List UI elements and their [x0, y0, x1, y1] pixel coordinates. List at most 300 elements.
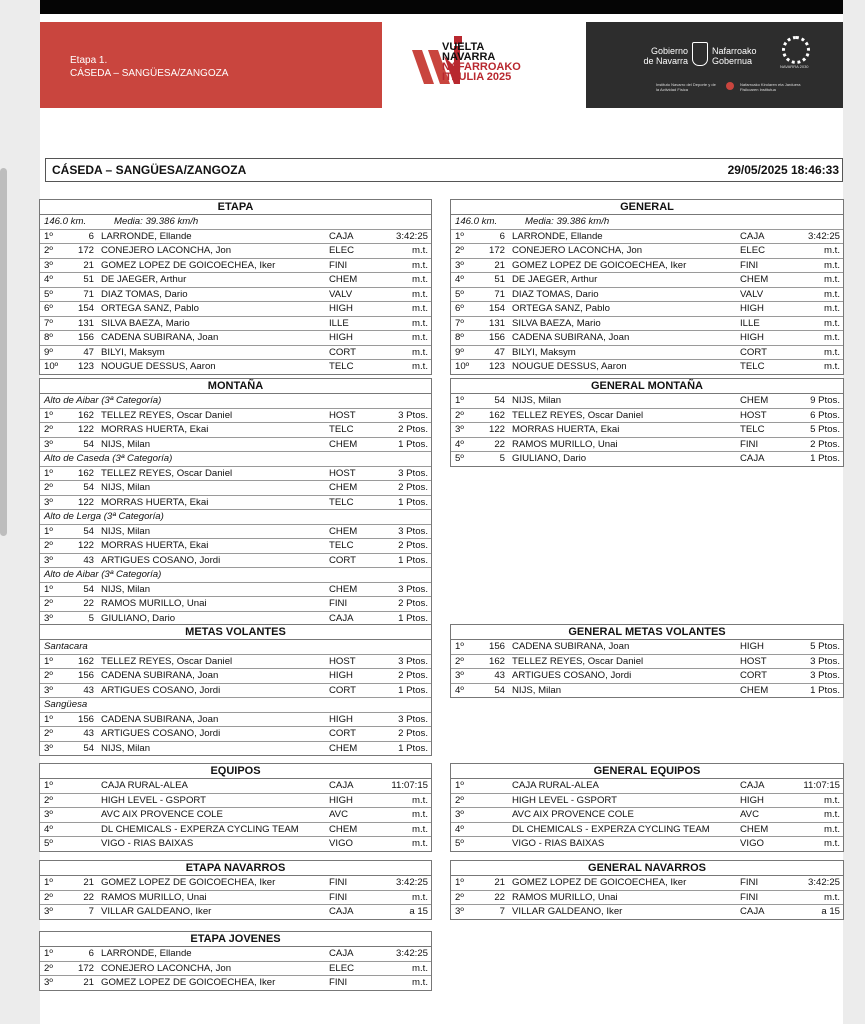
- position: 2º: [44, 482, 53, 493]
- result: 1 Ptos.: [398, 742, 428, 754]
- bib-number: 7: [88, 906, 94, 917]
- table-etapa-navarros: [39, 860, 432, 920]
- table-equipos: [39, 763, 432, 852]
- team-code: TELC: [740, 361, 765, 372]
- team-code: AVC: [329, 809, 349, 820]
- team-code: VIGO: [329, 838, 353, 849]
- table-general-equipos: [450, 763, 844, 852]
- team-code: VIGO: [740, 838, 764, 849]
- rider-name: LARRONDE, Ellande: [512, 230, 603, 242]
- position: 5º: [455, 288, 464, 300]
- result: 1 Ptos.: [398, 438, 428, 450]
- team-code: FINI: [329, 891, 348, 903]
- team-code: CORT: [329, 554, 357, 566]
- table-row: [40, 684, 431, 699]
- position: 1º: [44, 230, 53, 242]
- rider-name: NOUGUE DESSUS, Aaron: [101, 361, 216, 372]
- result: m.t.: [824, 288, 840, 300]
- table-row: [40, 808, 431, 823]
- rider-name: GOMEZ LOPEZ DE GOICOECHEA, Iker: [101, 259, 276, 271]
- position: 2º: [44, 245, 53, 256]
- rider-name: SILVA BAEZA, Mario: [512, 317, 601, 329]
- table-etapa: [39, 199, 432, 375]
- bib-number: 154: [488, 303, 505, 314]
- result: m.t.: [824, 794, 840, 806]
- team-code: FINI: [329, 877, 348, 888]
- bib-number: 131: [77, 317, 94, 329]
- rider-name: VILLAR GALDEANO, Iker: [512, 906, 623, 917]
- bib-number: 54: [83, 482, 94, 493]
- team-code: CHEM: [329, 742, 358, 754]
- position: 3º: [44, 684, 53, 696]
- table-row: [451, 655, 843, 670]
- team-code: FINI: [329, 259, 348, 271]
- position: 1º: [44, 467, 53, 479]
- rider-name: BILYI, Maksym: [101, 346, 165, 358]
- position: 3º: [44, 742, 53, 754]
- position: 1º: [44, 655, 53, 667]
- event-name-4: ITZULIA 2025: [442, 71, 512, 83]
- table-montana: [39, 378, 432, 626]
- rider-name: NIJS, Milan: [101, 525, 151, 537]
- table-row: [451, 346, 843, 361]
- position: 1º: [44, 409, 53, 421]
- timestamp: 29/05/2025 18:46:33: [727, 163, 839, 177]
- results-page: [40, 14, 843, 1024]
- bib-number: 21: [494, 259, 505, 271]
- table-title: GENERAL METAS VOLANTES: [451, 625, 843, 640]
- result: 3:42:25: [395, 877, 428, 888]
- average-speed: Media: 39.386 km/h: [525, 216, 610, 227]
- result: m.t.: [824, 838, 840, 849]
- rider-name: ARTIGUES COSANO, Jordi: [512, 670, 632, 681]
- team-code: CAJA: [329, 780, 354, 791]
- table-title: GENERAL EQUIPOS: [451, 764, 843, 779]
- rider-name: CADENA SUBIRANA, Joan: [101, 713, 219, 725]
- bib-number: 47: [494, 346, 505, 358]
- position: 4º: [44, 274, 53, 285]
- position: 2º: [44, 962, 53, 974]
- team-code: HIGH: [329, 713, 353, 725]
- team-code: CAJA: [329, 948, 354, 959]
- bib-number: 122: [77, 424, 94, 435]
- position: 6º: [44, 303, 53, 314]
- result: 2 Ptos.: [398, 540, 428, 551]
- team-code: CHEM: [329, 583, 358, 595]
- team-code: CHEM: [740, 395, 769, 406]
- table-row: [451, 317, 843, 332]
- bib-number: 71: [83, 288, 94, 300]
- result: m.t.: [412, 361, 428, 372]
- page-title: CÁSEDA – SANGÜESA/ZANGOZA: [52, 163, 247, 177]
- rider-name: CADENA SUBIRANA, Joan: [512, 332, 630, 343]
- result: 2 Ptos.: [398, 670, 428, 681]
- gov-eu-2: Gobernua: [712, 56, 753, 66]
- position: 1º: [44, 877, 53, 888]
- result: m.t.: [824, 891, 840, 903]
- team-code: TELC: [329, 424, 354, 435]
- table-row: [40, 525, 431, 540]
- result: 1 Ptos.: [398, 554, 428, 566]
- rider-name: AVC AIX PROVENCE COLE: [512, 809, 634, 820]
- bib-number: 43: [83, 728, 94, 739]
- bib-number: 54: [494, 684, 505, 696]
- group-name: Alto de Aibar (3ª Categoría): [44, 569, 162, 580]
- table-etapa-jovenes: [39, 931, 432, 991]
- top-bar: [40, 0, 843, 14]
- result: m.t.: [824, 346, 840, 358]
- group-name: Alto de Aibar (3ª Categoría): [44, 395, 162, 406]
- table-row: [40, 976, 431, 990]
- position: 3º: [44, 259, 53, 271]
- bib-number: 22: [83, 598, 94, 609]
- table-row: [451, 302, 843, 317]
- team-code: FINI: [329, 598, 348, 609]
- table-row: [40, 423, 431, 438]
- table-row: [40, 669, 431, 684]
- position: 2º: [455, 891, 464, 903]
- table-row: [40, 891, 431, 906]
- position: 3º: [44, 809, 53, 820]
- table-row: [40, 962, 431, 977]
- result: m.t.: [412, 794, 428, 806]
- group-row: [40, 510, 431, 525]
- team-code: ELEC: [329, 962, 355, 974]
- position: 1º: [44, 525, 53, 537]
- table-row: [40, 259, 431, 274]
- result: m.t.: [412, 245, 428, 256]
- team-code: CHEM: [740, 684, 769, 696]
- table-row: [451, 684, 843, 698]
- team-code: CAJA: [740, 906, 765, 917]
- table-row: [40, 467, 431, 482]
- result: 2 Ptos.: [398, 728, 428, 739]
- result: 3 Ptos.: [810, 670, 840, 681]
- position: 4º: [455, 823, 464, 835]
- event-logo: [382, 22, 586, 108]
- team-code: HOST: [740, 409, 767, 421]
- team-code: FINI: [740, 259, 759, 271]
- position: 2º: [455, 794, 464, 806]
- result: 9 Ptos.: [810, 395, 840, 406]
- team-code: CORT: [740, 670, 768, 681]
- position: 2º: [455, 245, 464, 256]
- table-row: [40, 230, 431, 245]
- rider-name: RAMOS MURILLO, Unai: [512, 438, 618, 450]
- table-row: [451, 259, 843, 274]
- position: 3º: [455, 259, 464, 271]
- table-row: [40, 360, 431, 374]
- table-row: [451, 288, 843, 303]
- position: 3º: [455, 906, 464, 917]
- result: 3:42:25: [395, 230, 428, 242]
- institute-icon: [726, 82, 734, 90]
- result: m.t.: [412, 303, 428, 314]
- rider-name: GOMEZ LOPEZ DE GOICOECHEA, Iker: [101, 977, 276, 988]
- bib-number: 7: [499, 906, 505, 917]
- team-code: HIGH: [329, 670, 353, 681]
- table-title: ETAPA JOVENES: [40, 932, 431, 947]
- table-row: [451, 640, 843, 655]
- result: 2 Ptos.: [398, 598, 428, 609]
- result: 3 Ptos.: [398, 713, 428, 725]
- team-code: ELEC: [740, 245, 766, 256]
- table-row: [451, 452, 843, 466]
- rider-name: ARTIGUES COSANO, Jordi: [101, 554, 221, 566]
- rider-name: BILYI, Maksym: [512, 346, 576, 358]
- position: 4º: [44, 823, 53, 835]
- team-code: CORT: [329, 728, 357, 739]
- bib-number: 162: [77, 467, 94, 479]
- table-row: [451, 423, 843, 438]
- table-row: [451, 244, 843, 259]
- table-row: [451, 905, 843, 919]
- table-row: [451, 823, 843, 838]
- position: 6º: [455, 303, 464, 314]
- result: m.t.: [412, 317, 428, 329]
- position: 1º: [455, 877, 464, 888]
- bib-number: 51: [83, 274, 94, 285]
- team-code: CAJA: [329, 612, 354, 624]
- team-code: CHEM: [329, 525, 358, 537]
- result: m.t.: [824, 361, 840, 372]
- stage-label: Etapa 1.: [70, 55, 108, 66]
- position: 7º: [455, 317, 464, 329]
- bib-number: 131: [488, 317, 505, 329]
- table-row: [40, 742, 431, 756]
- rider-name: ORTEGA SANZ, Pablo: [101, 303, 199, 314]
- position: 8º: [44, 332, 53, 343]
- team-code: HIGH: [329, 332, 353, 343]
- position: 4º: [455, 274, 464, 285]
- team-code: ILLE: [329, 317, 349, 329]
- table-row: [40, 597, 431, 612]
- table-general-montana: [450, 378, 844, 467]
- team-code: HOST: [329, 655, 356, 667]
- position: 3º: [455, 809, 464, 820]
- distance: 146.0 km.: [44, 216, 87, 227]
- page-header: [45, 158, 843, 182]
- table-row: [40, 438, 431, 453]
- bib-number: 22: [83, 891, 94, 903]
- rider-name: NIJS, Milan: [512, 395, 562, 406]
- position: 4º: [455, 438, 464, 450]
- bib-number: 154: [77, 303, 94, 314]
- position: 2º: [44, 598, 53, 609]
- rider-name: DE JAEGER, Arthur: [101, 274, 187, 285]
- team-code: TELC: [329, 496, 354, 508]
- team-code: CAJA: [740, 453, 765, 464]
- bib-number: 156: [488, 332, 505, 343]
- bib-number: 156: [488, 641, 505, 652]
- bib-number: 172: [77, 962, 94, 974]
- result: m.t.: [412, 259, 428, 271]
- bib-number: 54: [494, 395, 505, 406]
- table-row: [40, 346, 431, 361]
- position: 4º: [455, 684, 464, 696]
- result: m.t.: [824, 332, 840, 343]
- rider-name: LARRONDE, Ellande: [101, 230, 192, 242]
- position: 2º: [44, 891, 53, 903]
- table-row: [40, 273, 431, 288]
- position: 1º: [455, 780, 464, 791]
- position: 1º: [44, 583, 53, 595]
- result: 3 Ptos.: [398, 583, 428, 595]
- result: m.t.: [412, 332, 428, 343]
- rider-name: VILLAR GALDEANO, Iker: [101, 906, 212, 917]
- table-row: [451, 876, 843, 891]
- table-row: [451, 273, 843, 288]
- table-general-metas-volantes: [450, 624, 844, 698]
- bib-number: 6: [88, 948, 94, 959]
- team-code: CHEM: [329, 823, 358, 835]
- position: 3º: [44, 438, 53, 450]
- result: a 15: [409, 906, 428, 917]
- table-row: [451, 837, 843, 851]
- bib-number: 162: [77, 409, 94, 421]
- team-code: ELEC: [329, 245, 355, 256]
- rider-name: HIGH LEVEL - GSPORT: [101, 794, 207, 806]
- distance-row: [40, 215, 431, 230]
- group-row: [40, 698, 431, 713]
- team-code: HIGH: [740, 641, 764, 652]
- institute-es: Instituto Navarro del Deporte y de la Actividad Física: [656, 82, 716, 92]
- bib-number: 21: [83, 977, 94, 988]
- result: 2 Ptos.: [398, 424, 428, 435]
- table-row: [40, 539, 431, 554]
- position: 1º: [455, 230, 464, 242]
- team-code: HOST: [740, 655, 767, 667]
- team-code: FINI: [740, 438, 759, 450]
- position: 3º: [44, 496, 53, 508]
- bib-number: 54: [83, 742, 94, 754]
- result: 3 Ptos.: [398, 655, 428, 667]
- result: 5 Ptos.: [810, 641, 840, 652]
- team-code: HOST: [329, 409, 356, 421]
- position: 2º: [44, 670, 53, 681]
- table-row: [40, 713, 431, 728]
- result: m.t.: [824, 317, 840, 329]
- bib-number: 162: [77, 655, 94, 667]
- bib-number: 51: [494, 274, 505, 285]
- rider-name: SILVA BAEZA, Mario: [101, 317, 190, 329]
- position: 3º: [44, 977, 53, 988]
- bib-number: 156: [77, 670, 94, 681]
- table-row: [451, 230, 843, 245]
- bib-number: 122: [77, 540, 94, 551]
- table-row: [40, 331, 431, 346]
- table-row: [40, 317, 431, 332]
- result: 5 Ptos.: [810, 424, 840, 435]
- position: 1º: [44, 948, 53, 959]
- result: m.t.: [824, 245, 840, 256]
- team-code: HIGH: [740, 303, 764, 314]
- rider-name: ORTEGA SANZ, Pablo: [512, 303, 610, 314]
- table-row: [40, 823, 431, 838]
- team-code: TELC: [329, 540, 354, 551]
- team-code: HIGH: [740, 794, 764, 806]
- table-row: [40, 794, 431, 809]
- rider-name: ARTIGUES COSANO, Jordi: [101, 684, 221, 696]
- team-code: TELC: [740, 424, 765, 435]
- result: 3:42:25: [395, 948, 428, 959]
- rider-name: NIJS, Milan: [101, 438, 151, 450]
- rider-name: NIJS, Milan: [101, 583, 151, 595]
- rider-name: GIULIANO, Dario: [101, 612, 176, 624]
- result: 1 Ptos.: [398, 496, 428, 508]
- table-row: [451, 779, 843, 794]
- rider-name: GIULIANO, Dario: [512, 453, 587, 464]
- rider-name: NIJS, Milan: [101, 742, 151, 754]
- bib-number: 122: [77, 496, 94, 508]
- result: 3 Ptos.: [398, 525, 428, 537]
- position: 3º: [44, 554, 53, 566]
- bib-number: 54: [83, 525, 94, 537]
- position: 3º: [44, 906, 53, 917]
- result: m.t.: [412, 809, 428, 820]
- table-title: GENERAL MONTAÑA: [451, 379, 843, 394]
- table-title: EQUIPOS: [40, 764, 431, 779]
- position: 3º: [455, 670, 464, 681]
- rider-name: CONEJERO LACONCHA, Jon: [512, 245, 643, 256]
- table-row: [40, 554, 431, 569]
- result: m.t.: [412, 962, 428, 974]
- team-code: FINI: [740, 877, 759, 888]
- position: 3º: [455, 424, 464, 435]
- table-row: [40, 837, 431, 851]
- table-row: [40, 244, 431, 259]
- table-row: [451, 394, 843, 409]
- position: 10º: [44, 361, 59, 372]
- table-title: ETAPA NAVARROS: [40, 861, 431, 876]
- bib-number: 162: [488, 409, 505, 421]
- bib-number: 71: [494, 288, 505, 300]
- rider-name: DL CHEMICALS - EXPERZA CYCLING TEAM: [101, 823, 299, 835]
- result: m.t.: [412, 288, 428, 300]
- group-name: Santacara: [44, 641, 88, 652]
- position: 2º: [44, 540, 53, 551]
- rider-name: RAMOS MURILLO, Unai: [101, 598, 207, 609]
- bib-number: 21: [83, 877, 94, 888]
- average-speed: Media: 39.386 km/h: [114, 216, 199, 227]
- bib-number: 22: [494, 438, 505, 450]
- position: 3º: [44, 612, 53, 624]
- table-row: [40, 612, 431, 626]
- bib-number: 47: [83, 346, 94, 358]
- position: 2º: [455, 409, 464, 421]
- result: 2 Ptos.: [810, 438, 840, 450]
- rider-name: MORRAS HUERTA, Ekai: [101, 540, 209, 551]
- result: 3 Ptos.: [398, 467, 428, 479]
- navarra-2030-icon: [782, 36, 810, 64]
- team-code: FINI: [740, 891, 759, 903]
- table-row: [40, 876, 431, 891]
- team-code: CAJA: [740, 230, 765, 242]
- team-code: HOST: [329, 467, 356, 479]
- position: 5º: [44, 288, 53, 300]
- bib-number: 21: [83, 259, 94, 271]
- table-row: [451, 409, 843, 424]
- position: 1º: [455, 395, 464, 406]
- bib-number: 172: [488, 245, 505, 256]
- rider-name: DL CHEMICALS - EXPERZA CYCLING TEAM: [512, 823, 710, 835]
- scrollbar[interactable]: [0, 168, 7, 536]
- rider-name: VIGO - RIAS BAIXAS: [512, 838, 605, 849]
- result: m.t.: [412, 346, 428, 358]
- rider-name: NIJS, Milan: [512, 684, 562, 696]
- table-title: GENERAL: [451, 200, 843, 215]
- team-code: CORT: [329, 346, 357, 358]
